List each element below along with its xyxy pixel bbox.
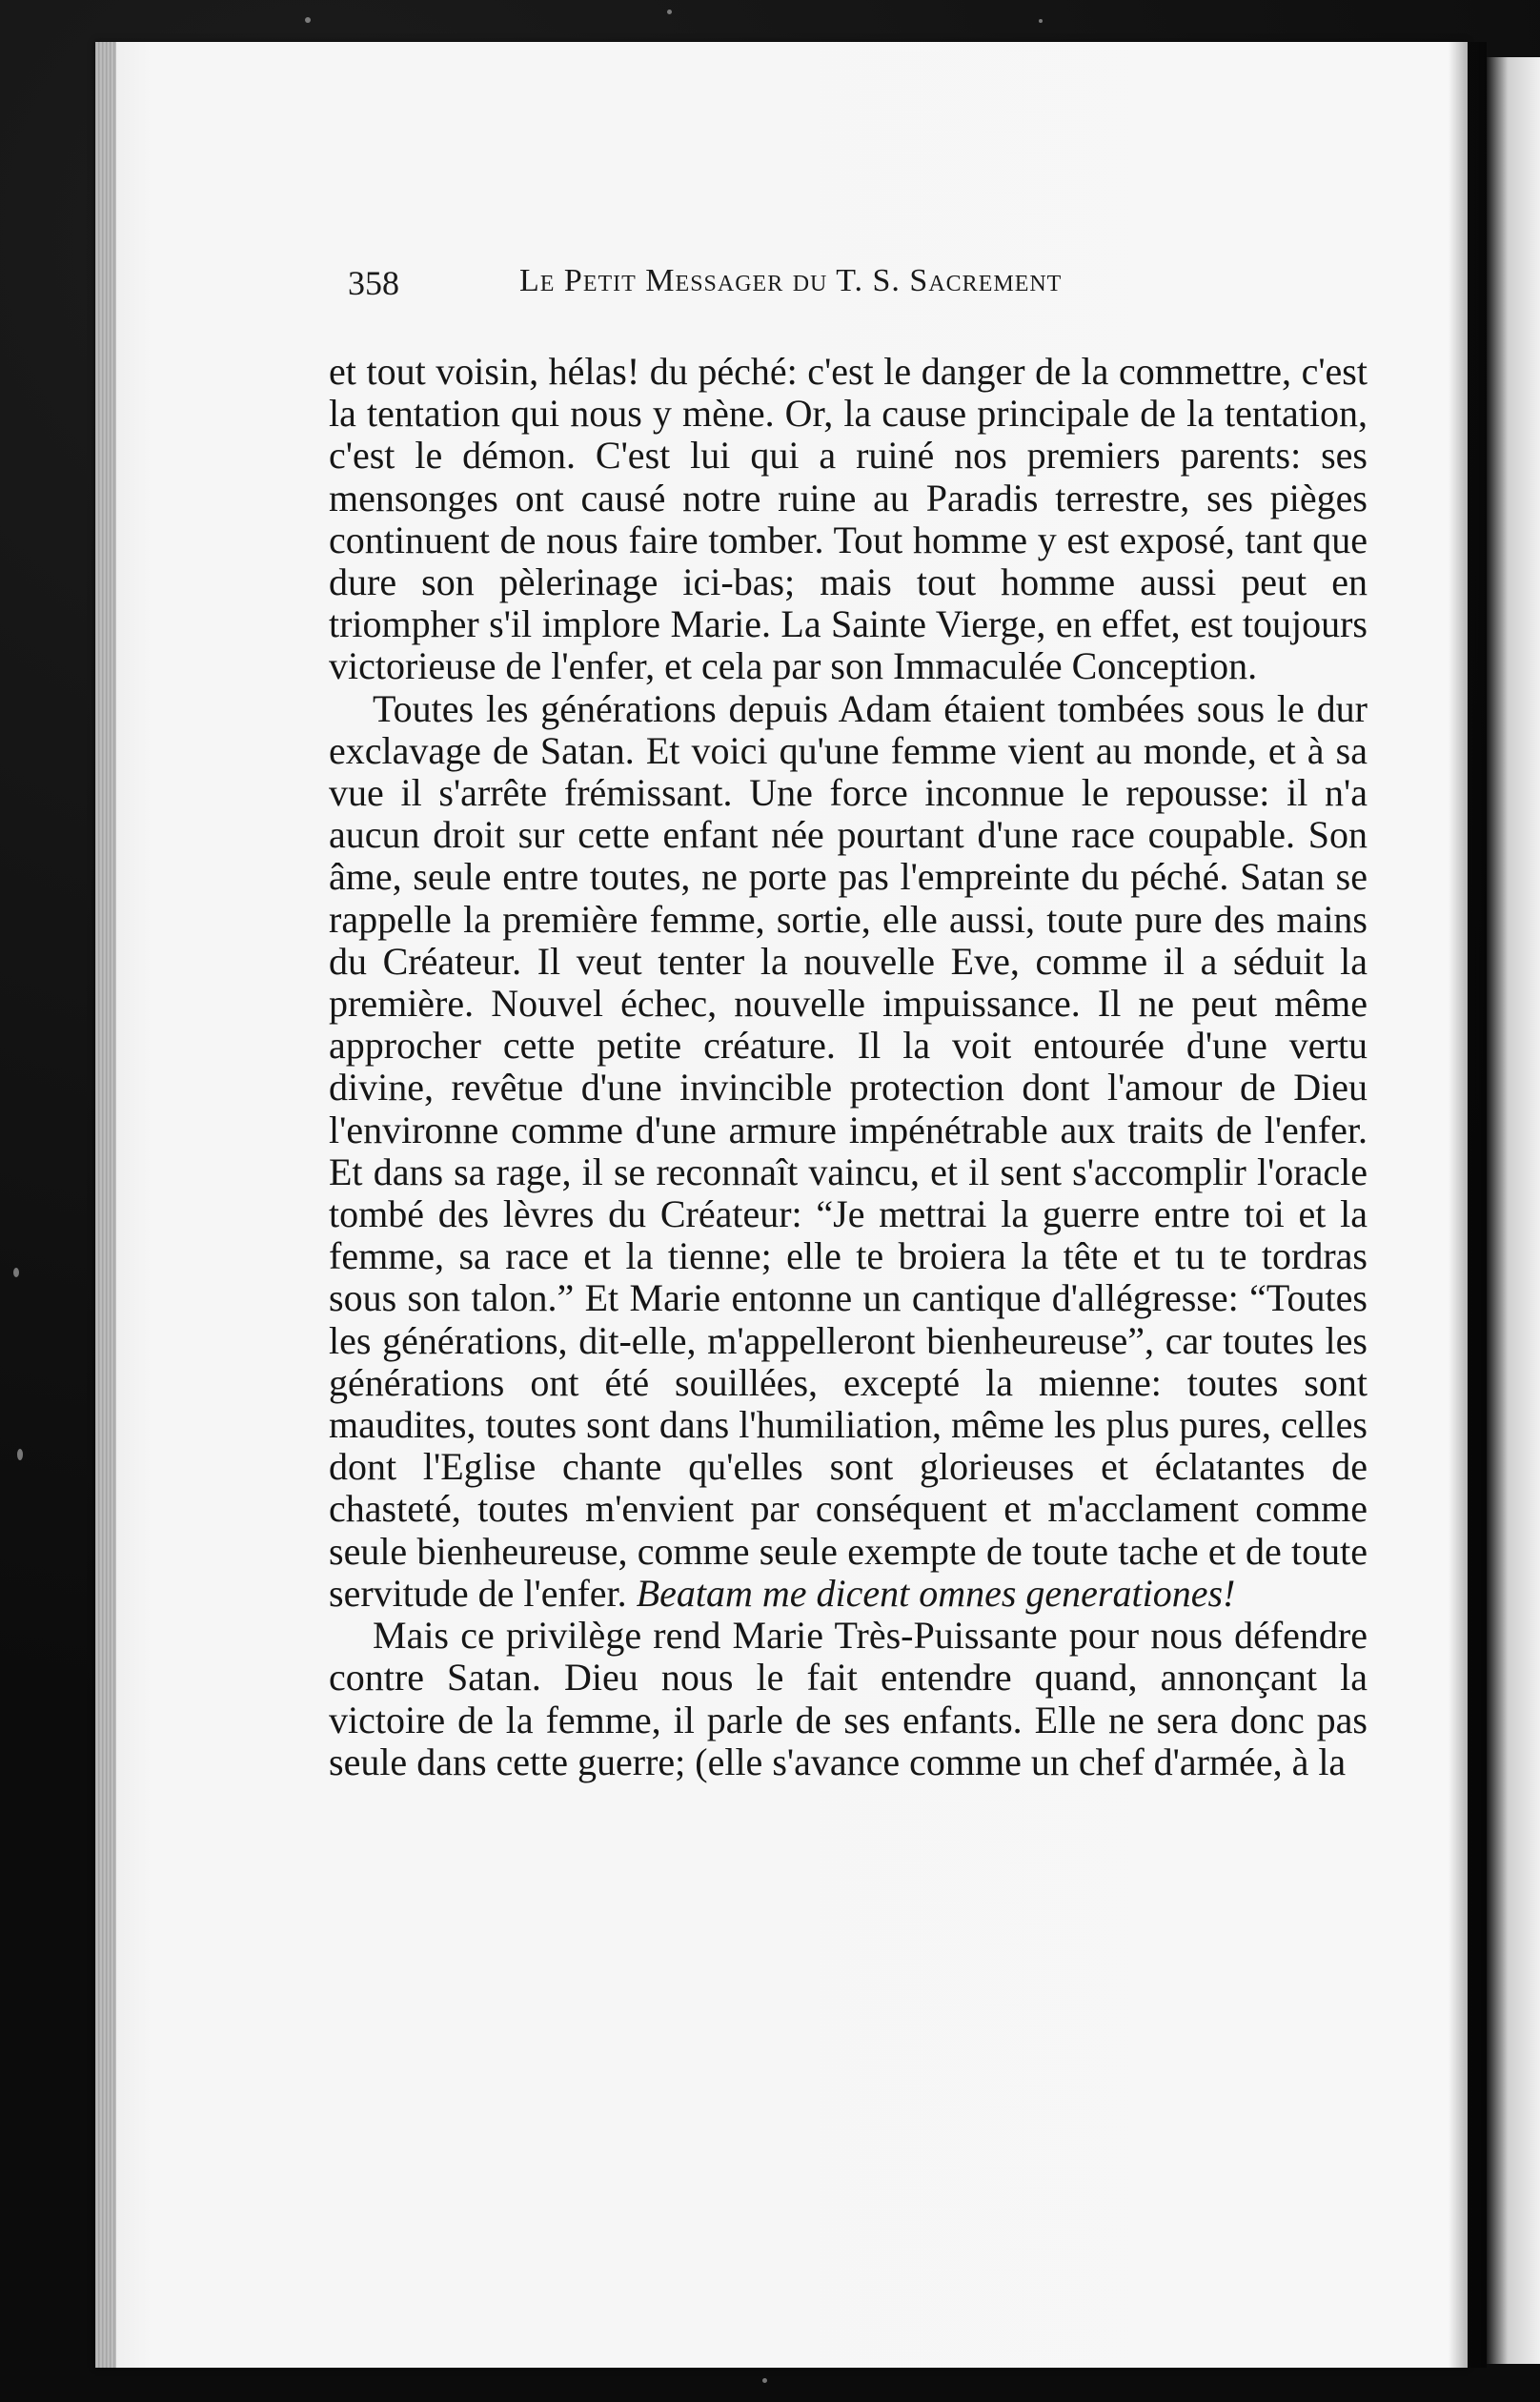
dust-speck bbox=[667, 10, 672, 14]
dust-speck bbox=[17, 1449, 23, 1460]
running-head-title: Le Petit Messager du T. S. Sacrement bbox=[519, 263, 1063, 298]
dust-speck bbox=[305, 17, 311, 23]
running-head bbox=[348, 263, 1186, 320]
page-body bbox=[329, 351, 1368, 1783]
page-edge-stack bbox=[95, 42, 116, 2368]
dust-speck bbox=[762, 2378, 767, 2383]
paragraph-1-text: et tout voisin, hélas! du péché: c'est le danger de la commettre, c'est la tentation qui nous y mène. Or, la cause principale de la tentation, c'est le démon. C'est lui qui a ruiné nos premiers parents: ses mensonges ont causé notre ruine au Paradis terrestre, ses pièges continuent de nous faire tomber. Tout homme y est exposé, tant que dure son pèlerinage ici-bas; mais tout homme aussi peut en triompher s'il implore Marie. La Sainte Vierge, en effet, est toujours victorieuse de l'enfer, et cela par son Immaculée Conception. bbox=[329, 350, 1368, 688]
latin-quotation: Beatam me dicent omnes generationes! bbox=[636, 1571, 1236, 1615]
page-number: 358 bbox=[348, 264, 399, 302]
paragraph-2 bbox=[329, 688, 1368, 1615]
dust-speck bbox=[13, 1268, 19, 1277]
gutter-shadow bbox=[1449, 42, 1487, 2368]
paragraph-3-text: Mais ce privilège rend Marie Très-Puissante pour nous défendre contre Satan. Dieu nous le fait entendre quand, annonçant la victoire de la femme, il parle de ses enfants. Elle ne sera donc pas seule dans cette guerre; (elle s'avance comme un chef d'armée, à la bbox=[329, 1614, 1368, 1783]
facing-page-edge bbox=[1487, 57, 1540, 2364]
paragraph-3 bbox=[329, 1615, 1368, 1783]
paragraph-2-text: Toutes les générations depuis Adam étaient tombées sous le dur exclavage de Satan. Et voici qu'une femme vient au monde, et à sa vue il s'arrête frémissant. Une force inconnue le repousse: il n'a aucun droit sur cette enfant née pourtant d'une race coupable. Son âme, seule entre toutes, ne porte pas l'empreinte du péché. Satan se rappelle la première femme, sortie, elle aussi, toute pure des mains du Créateur. Il veut tenter la nouvelle Eve, comme il a séduit la première. Nouvel échec, nouvelle impuissance. Il ne peut même approcher cette petite créature. Il la voit entourée d'une vertu divine, revêtue d'une invincible protection dont l'amour de Dieu l'environne comme d'une armure impénétrable aux traits de l'enfer. Et dans sa rage, il se reconnaît vaincu, et il sent s'accomplir l'oracle tombé des lèvres du Créateur: “Je mettrai la guerre entre toi et la femme, sa race et la tienne; elle te broiera la tête et tu te tordras sous son talon.” Et Marie entonne un cantique d'allégresse: “Toutes les générations, dit-elle, m'appelleront bienheureuse”, car toutes les générations ont été souillées, excepté la mienne: toutes sont maudites, toutes sont dans l'humiliation, même les plus pures, celles dont l'Eglise chante qu'elles sont glorieuses et éclatantes de chasteté, toutes m'envient par conséquent et m'acclament comme seule bienheureuse, comme seule exempte de toute tache et de toute servitude de l'enfer. bbox=[329, 686, 1368, 1615]
dust-speck bbox=[1039, 19, 1043, 23]
paragraph-1 bbox=[329, 351, 1368, 688]
